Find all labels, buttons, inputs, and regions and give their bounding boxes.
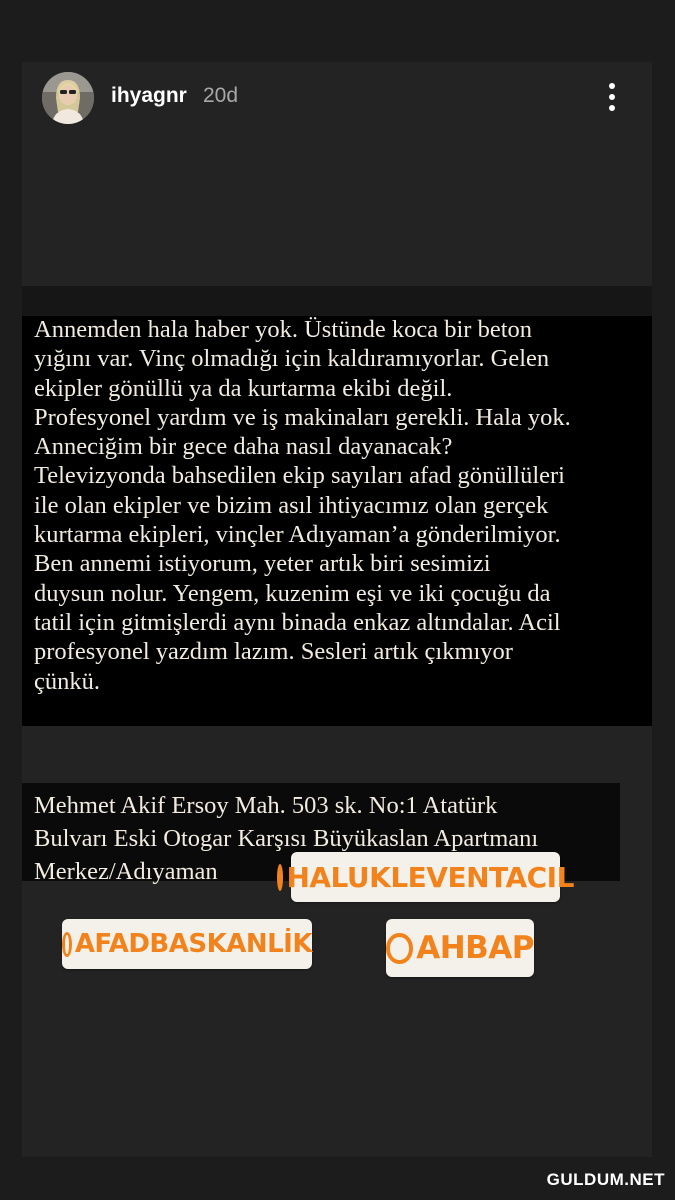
watermark: GULDUM.NET [546,1170,665,1189]
mention-label: AFADBASKANLİK [74,929,312,959]
mention-sticker-ahbap[interactable] [386,919,534,977]
story-text-box [22,286,652,726]
address-text: Mehmet Akif Ersoy Mah. 503 sk. No:1 Atatürk Bulvarı Eski Otogar Karşısı Büyükaslan Apartmanı Merkez/Adıyaman [34,792,539,885]
mention-sticker-afad[interactable] [62,919,312,969]
text-box-top-band [22,286,652,316]
profile-photo-icon [42,72,94,124]
more-options-button[interactable] [598,80,626,114]
at-sign-icon [62,932,72,957]
avatar[interactable] [42,72,94,124]
more-vertical-icon [609,105,615,111]
more-vertical-icon [609,83,615,89]
more-vertical-icon [609,94,615,100]
story-message: Annemden hala haber yok. Üstünde koca bir beton yığını var. Vinç olmadığı için kaldıramıyorlar. Gelen ekipler gönüllü ya da kurtarma ekibi değil. Profesyonel yardım ve iş makinaları gerekli. Hala yok. Anneciğim bir gece daha nasıl dayanacak? Televizyonda bahsedilen ekip sayıları afad gönüllüleri ile olan ekipler ve bizim asıl ihtiyacımız olan gerçek kurtarma ekipleri, vinçler Adıyaman’a gönderilmiyor. Ben annemi istiyorum, yeter artık biri sesimizi duysun nolur. Yengem, kuzenim eşi ve iki çocuğu da tatil için gitmişlerdi aynı binada enkaz altındalar. Acil profesyonel yazdım lazım. Sesleri artık çıkmıyor çünkü. [34,316,571,695]
username[interactable]: ihyagnr [111,84,187,107]
mention-sticker-haluk[interactable] [286,852,574,902]
story-time: 20d [203,84,239,107]
at-sign-icon [386,933,413,963]
mention-label: AHBAP [416,930,534,966]
at-sign-icon [277,864,283,890]
mention-label: HALUKLEVENTACIL [286,860,574,894]
